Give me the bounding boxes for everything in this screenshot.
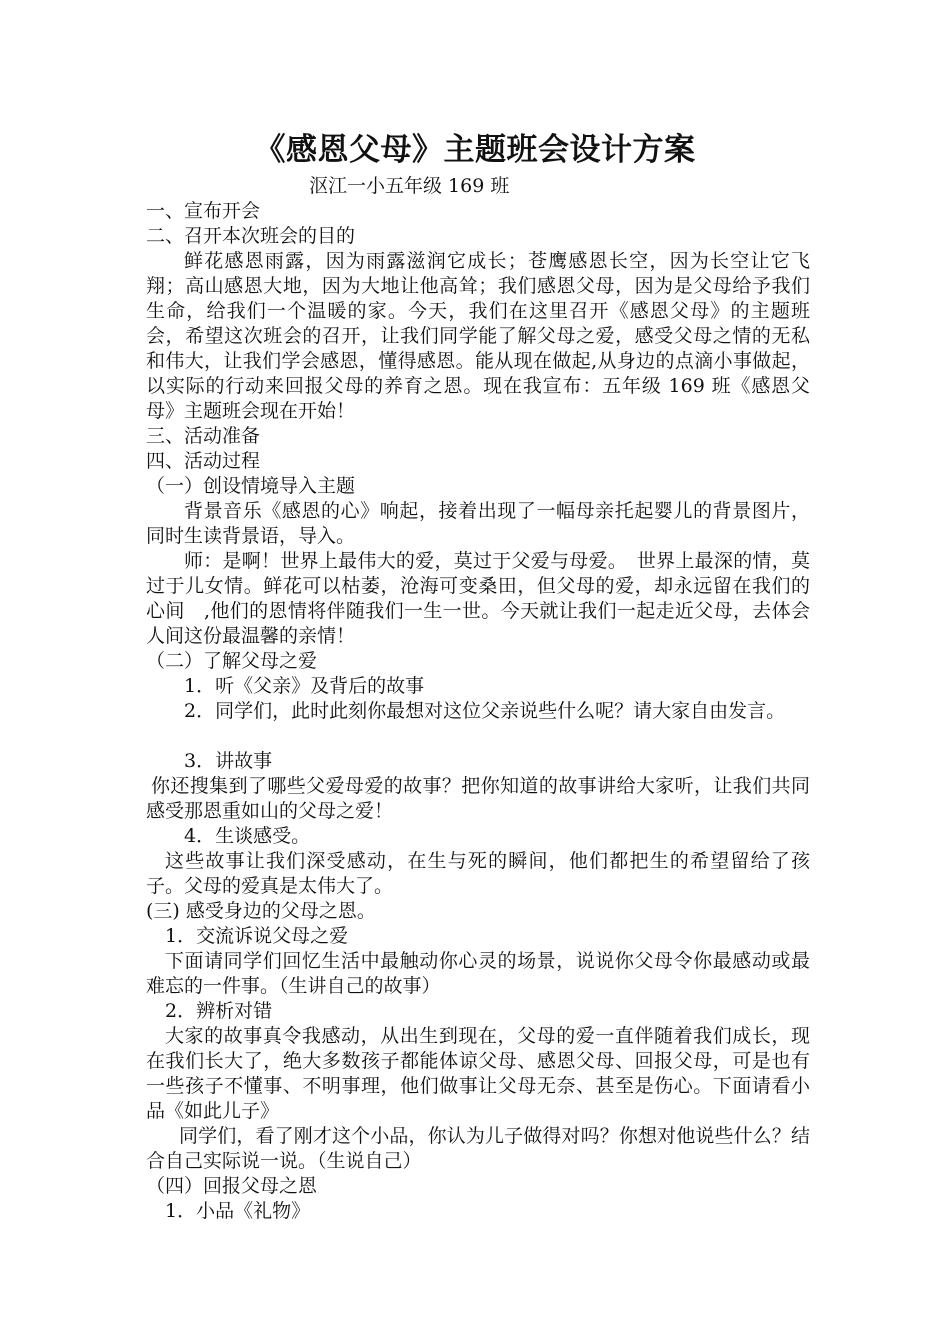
paragraph-deeply-moved: 这些故事让我们深受感动，在生与死的瞬间，他们都把生的希望留给了孩子。父母的爱真是太伟大了。 <box>146 850 810 897</box>
list-item-skit-gift: 1．小品《礼物》 <box>165 1200 311 1222</box>
paragraph-recall-scene: 下面请同学们回忆生活中最触动你心灵的场景，说说你父母令你最感动或最难忘的一件事。（生讲自己的故事） <box>146 950 810 997</box>
subheading-repay-parents: （四）回报父母之恩 <box>146 1175 318 1197</box>
subheading-create-scene: （一）创设情境导入主题 <box>146 475 356 497</box>
paragraph-purpose: 鲜花感恩雨露，因为雨露滋润它成长；苍鹰感恩长空，因为长空让它飞翔；高山感恩大地，因为大地让他高耸；我们感恩父母，因为是父母给予我们生命，给我们一个温暖的家。今天，我们在这里召开《感恩父母》的主题班会，希望这次班会的召开，让我们同学能了解父母之爱，感受父母之情的无私和伟大，让我们学会感恩，懂得感恩。能从现在做起,从身边的点滴小事做起， 以实际的行动来回报父母的养育之恩。现在我宣布：五年级 169 班《感恩父母》主题班会现在开始！ <box>146 250 810 422</box>
list-item-share-love: 1．交流诉说父母之爱 <box>165 925 349 947</box>
document-title: 《感恩父母》主题班会设计方案 <box>254 132 696 168</box>
paragraph-background-music: 背景音乐《感恩的心》响起，接着出现了一幅母亲托起婴儿的背景图片，同时生读背景语，导入。 <box>146 500 810 547</box>
subheading-understand-love: （二）了解父母之爱 <box>146 650 318 672</box>
list-item-free-speech: 2．同学们，此时此刻你最想对这位父亲说些什么呢？请大家自由发言。 <box>184 700 786 722</box>
list-item-listen-father: 1．听《父亲》及背后的故事 <box>184 675 425 697</box>
paragraph-after-skit: 同学们，看了刚才这个小品，你认为儿子做得对吗？你想对他说些什么？结合自己实际说一说。（生说自己） <box>146 1125 810 1172</box>
heading-announce-opening: 一、宣布开会 <box>146 200 261 222</box>
document-subtitle: 沤江一小五年级 169 班 <box>309 175 510 197</box>
subheading-feel-kindness: (三) 感受身边的父母之恩。 <box>146 900 376 922</box>
list-item-share-feelings: 4．生谈感受。 <box>184 825 311 847</box>
list-item-tell-stories: 3．讲故事 <box>184 750 273 772</box>
heading-activity-process: 四、活动过程 <box>146 450 261 472</box>
heading-meeting-purpose: 二、召开本次班会的目的 <box>146 225 356 247</box>
heading-activity-prep: 三、活动准备 <box>146 425 261 447</box>
paragraph-collect-stories: 你还搜集到了哪些父爱母爱的故事？把你知道的故事讲给大家听，让我们共同感受那恩重如山的父母之爱！ <box>146 775 810 822</box>
paragraph-stories-moving: 大家的故事真令我感动，从出生到现在，父母的爱一直伴随着我们成长，现在我们长大了，绝大多数孩子都能体谅父母、感恩父母、回报父母，可是也有一些孩子不懂事、不明事理，他们做事让父母无奈、甚至是伤心。下面请看小品《如此儿子》 <box>146 1025 810 1122</box>
paragraph-teacher-intro: 师：是啊！世界上最伟大的爱，莫过于父爱与母爱。 世界上最深的情，莫过于儿女情。鲜花可以枯萎，沧海可变桑田，但父母的爱，却永远留在我们的心间 ,他们的恩情将伴随我们一生一世。今天就让我们一起走近父母，去体会人间这份最温馨的亲情！ <box>146 550 810 647</box>
list-item-right-wrong: 2．辨析对错 <box>165 1000 273 1022</box>
